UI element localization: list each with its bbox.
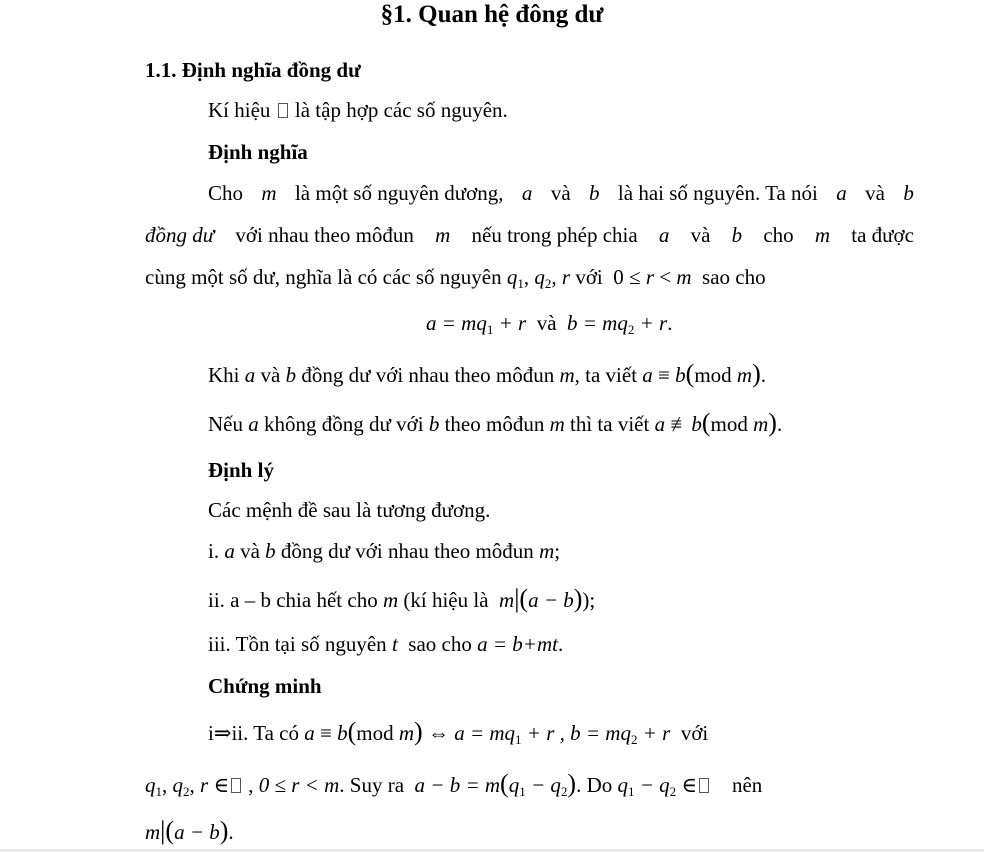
formula-part: = mq xyxy=(441,311,487,335)
divides-bar: | xyxy=(160,816,166,845)
def-var-b: b xyxy=(589,181,600,205)
paren-left: ( xyxy=(685,359,695,388)
text: , ta viết xyxy=(574,363,638,387)
formula-part: a xyxy=(426,311,437,335)
proof-heading: Chứng minh xyxy=(208,674,322,698)
var-m: m xyxy=(539,539,555,563)
var-m: m xyxy=(559,363,575,387)
inequality-part: 0 ≤ xyxy=(613,265,641,289)
def-word: ta được xyxy=(851,223,914,247)
theorem-heading: Định lý xyxy=(208,458,274,482)
text: đồng dư với nhau theo môđun xyxy=(280,539,534,563)
text: và xyxy=(260,363,281,387)
proof-line-3 xyxy=(145,818,234,844)
var-m: m xyxy=(753,412,769,436)
integer-set-symbol-icon xyxy=(278,103,288,118)
def-var-a: a xyxy=(521,181,533,205)
theorem-item-ii xyxy=(208,586,595,612)
not-congruent-symbol: ≢ xyxy=(670,412,692,436)
def-term: đồng dư xyxy=(145,223,215,247)
page-title: §1. Quan hệ đông dư xyxy=(380,1,604,28)
def-var-b: b xyxy=(731,223,743,247)
var-a: a xyxy=(642,363,653,387)
subscript: 2 xyxy=(183,784,190,799)
def-word: là một số nguyên dương, xyxy=(294,181,504,205)
definition-line-2 xyxy=(145,225,914,246)
period: . xyxy=(228,820,234,844)
comma: , xyxy=(523,265,530,289)
text: không đồng dư với xyxy=(264,412,424,436)
formula-part: b xyxy=(567,311,578,335)
expression: + r , xyxy=(526,721,565,745)
definition-formula xyxy=(426,311,673,337)
subscript: 2 xyxy=(669,784,677,799)
def-word: và xyxy=(690,223,711,247)
var-m: m xyxy=(736,363,753,387)
section-heading: 1.1. Định nghĩa đồng dư xyxy=(145,58,361,82)
subscript: 1 xyxy=(155,784,162,799)
var-b: b xyxy=(337,721,348,745)
theorem-item-iii xyxy=(208,634,563,655)
text: Nếu xyxy=(208,412,243,436)
def-var-m: m xyxy=(261,181,277,205)
notation-congruent xyxy=(208,361,766,387)
subscript: 2 xyxy=(630,732,638,747)
text: ii. a – b chia hết cho xyxy=(208,588,378,612)
var-r: r xyxy=(561,265,571,289)
expression: q xyxy=(508,773,520,797)
def-var-b: b xyxy=(903,181,914,205)
proof-line-2 xyxy=(145,771,762,797)
notation-not-congruent xyxy=(208,410,782,436)
var-m: m xyxy=(145,820,161,844)
subscript: 1 xyxy=(519,784,526,799)
def-word: Cho xyxy=(208,181,244,205)
var-b: b xyxy=(265,539,276,563)
def-text: cùng một số dư, nghĩa là có các số nguyên xyxy=(145,265,502,289)
var-b: b xyxy=(675,363,686,387)
def-text: sao cho xyxy=(702,265,766,289)
comma: , xyxy=(162,773,168,797)
comma: , xyxy=(189,773,195,797)
def-var-m: m xyxy=(435,223,451,247)
expression: a = mq xyxy=(454,721,516,745)
paren-right: ) xyxy=(573,584,583,613)
expression: a − b = m xyxy=(414,773,501,797)
subscript: 2 xyxy=(544,276,552,291)
text: i. xyxy=(208,539,220,563)
def-var-a: a xyxy=(658,223,670,247)
integer-set-symbol-icon xyxy=(699,778,709,793)
var-q: q xyxy=(506,265,518,289)
text: i xyxy=(208,721,214,745)
text: Khi xyxy=(208,363,240,387)
var-a: a xyxy=(654,412,666,436)
mod-word: mod xyxy=(694,363,732,387)
mod-word: mod xyxy=(356,721,394,745)
period: . xyxy=(667,311,673,335)
var-m: m xyxy=(382,588,399,612)
def-word: nếu trong phép chia xyxy=(471,223,638,247)
paren-right: ) xyxy=(567,769,577,798)
formula-part: + r xyxy=(498,311,527,335)
theorem-item-i xyxy=(208,541,560,562)
intro-post: là tập hợp các số nguyên. xyxy=(294,98,508,122)
intro-pre: Kí hiệu xyxy=(208,98,271,122)
subscript: 2 xyxy=(560,784,568,799)
def-word: với nhau theo môđun xyxy=(235,223,414,247)
text: và xyxy=(240,539,260,563)
text: ); xyxy=(582,588,596,612)
intro-line xyxy=(208,100,508,121)
text: iii. Tồn tại số nguyên xyxy=(208,632,387,656)
paren-left: ( xyxy=(347,717,357,746)
element-of-symbol: ∈ xyxy=(681,773,697,797)
expression: a = b+mt xyxy=(477,632,558,656)
paren-left: ( xyxy=(701,408,711,437)
integer-set-symbol-icon xyxy=(231,778,241,793)
iff-arrow-icon: ⇔ xyxy=(427,721,449,745)
period: . xyxy=(760,363,766,387)
var-q: q xyxy=(534,265,545,289)
paren-right: ) xyxy=(414,717,423,746)
expression: a − b xyxy=(528,588,574,612)
var-a: a xyxy=(304,721,315,745)
definition-line-3 xyxy=(145,265,766,291)
divides-bar: | xyxy=(514,584,520,613)
text: sao cho xyxy=(408,632,472,656)
def-text: với xyxy=(575,265,603,289)
subscript: 1 xyxy=(515,732,522,747)
comma: , xyxy=(551,265,557,289)
var-r: r xyxy=(645,265,654,289)
var-m: m xyxy=(398,721,415,745)
paren-left: ( xyxy=(165,816,175,845)
text: ; xyxy=(554,539,561,563)
congruence-symbol: ≡ xyxy=(658,363,670,387)
text: . Do xyxy=(576,773,613,797)
subscript: 2 xyxy=(627,322,635,337)
def-word: cho xyxy=(763,223,794,247)
inequality-part: < xyxy=(659,265,672,289)
def-var-m: m xyxy=(814,223,831,247)
period: . xyxy=(557,632,564,656)
implies-arrow-icon: ⇒ xyxy=(213,721,232,745)
element-of-symbol: ∈ xyxy=(213,773,229,797)
var-a: a xyxy=(248,412,259,436)
subscript: 1 xyxy=(627,784,635,799)
formula-part: + r xyxy=(639,311,668,335)
def-word: là hai số nguyên. Ta nói xyxy=(617,181,818,205)
text: nên xyxy=(731,773,763,797)
proof-line-1 xyxy=(208,719,708,745)
expression: q xyxy=(617,773,628,797)
var-m: m xyxy=(499,588,515,612)
var-q: q xyxy=(172,773,183,797)
var-m: m xyxy=(676,265,692,289)
expression: − q xyxy=(530,773,561,797)
formula-and: và xyxy=(536,311,557,335)
formula-part: = mq xyxy=(582,311,628,335)
inequality: 0 ≤ r < m xyxy=(258,773,340,797)
paren-left: ( xyxy=(500,769,509,798)
var-q: q xyxy=(145,773,156,797)
expression: a − b xyxy=(174,820,220,844)
expression: b = mq xyxy=(570,721,631,745)
var-b: b xyxy=(691,412,702,436)
var-b: b xyxy=(285,363,297,387)
definition-line-1 xyxy=(208,183,914,204)
theorem-intro: Các mệnh đề sau là tương đương. xyxy=(208,498,491,522)
expression: + r xyxy=(642,721,671,745)
paren-right: ) xyxy=(219,816,229,845)
text: đồng dư với nhau theo môđun xyxy=(301,363,555,387)
var-r: r xyxy=(200,773,209,797)
text: thì ta viết xyxy=(570,412,650,436)
var-t: t xyxy=(391,632,398,656)
paren-right: ) xyxy=(768,408,777,437)
paren-right: ) xyxy=(752,359,761,388)
text: theo môđun xyxy=(444,412,545,436)
comma: , xyxy=(248,773,254,797)
var-b: b xyxy=(428,412,440,436)
subscript: 1 xyxy=(517,276,524,291)
var-a: a xyxy=(244,363,256,387)
expression: − q xyxy=(639,773,670,797)
text: ii. Ta có xyxy=(231,721,299,745)
paren-left: ( xyxy=(519,584,529,613)
var-a: a xyxy=(224,539,235,563)
mod-word: mod xyxy=(710,412,748,436)
subscript: 1 xyxy=(486,322,494,337)
congruence-symbol: ≡ xyxy=(320,721,332,745)
text: . Suy ra xyxy=(339,773,405,797)
text: (kí hiệu là xyxy=(403,588,489,612)
def-word: và xyxy=(550,181,571,205)
period: . xyxy=(776,412,783,436)
text: với xyxy=(680,721,709,745)
def-word: và xyxy=(865,181,885,205)
var-m: m xyxy=(549,412,565,436)
definition-heading: Định nghĩa xyxy=(208,140,308,164)
def-var-a: a xyxy=(836,181,847,205)
